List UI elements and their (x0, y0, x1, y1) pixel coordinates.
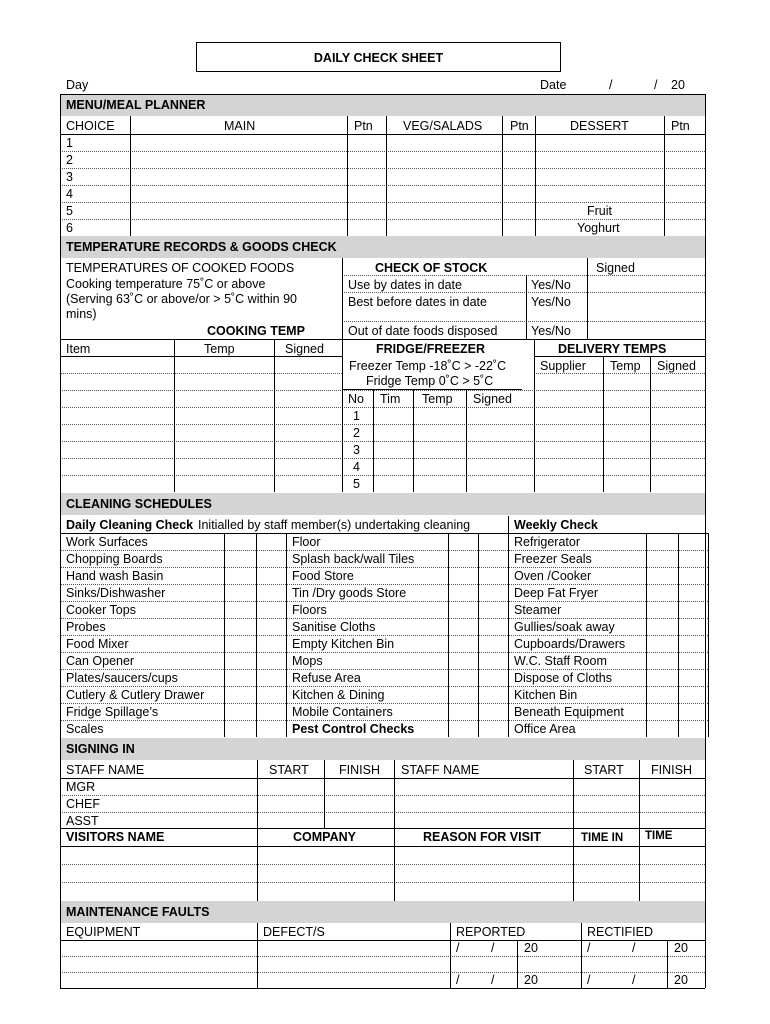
grid-line (60, 475, 705, 476)
grid-line (60, 972, 705, 973)
weekly-task: Oven /Cooker (514, 569, 592, 583)
grid-line (534, 356, 705, 357)
dessert-yoghurt: Yoghurt (577, 221, 620, 235)
daily-task: Empty Kitchen Bin (292, 637, 395, 651)
date-year: 20 (524, 941, 538, 955)
page-title: DAILY CHECK SHEET (313, 51, 444, 65)
fridge-row-number: 5 (353, 477, 360, 491)
grid-line (342, 275, 705, 276)
grid-line (60, 778, 705, 779)
date-slash: / (456, 941, 460, 955)
grid-line (60, 185, 705, 186)
grid-line (60, 550, 708, 551)
staff-role: ASST (66, 814, 99, 828)
daily-task: Work Surfaces (66, 535, 148, 549)
grid-line (517, 940, 518, 988)
stock-signed: Signed (596, 261, 635, 275)
freezer-temp: Freezer Temp -18˚C > -22˚C (349, 359, 507, 373)
grid-line (667, 940, 668, 988)
menu-col-main: MAIN (224, 119, 256, 133)
time-in-col: TIME IN (581, 832, 624, 844)
menu-row-number: 5 (66, 204, 73, 218)
menu-col-ptn: Ptn (510, 119, 529, 133)
cooked-line: TEMPERATURES OF COOKED FOODS (66, 261, 295, 275)
grid-line (386, 116, 387, 236)
weekly-task: Refrigerator (514, 535, 580, 549)
daily-task: Tin /Dry goods Store (292, 586, 407, 600)
grid-line (664, 116, 665, 236)
daily-task: Splash back/wall Tiles (292, 552, 415, 566)
date-slash: / (632, 973, 636, 987)
company-col: COMPANY (293, 830, 356, 844)
grid-line (257, 760, 258, 901)
finish-col: FINISH (651, 763, 692, 777)
grid-line (466, 389, 467, 492)
dessert-fruit: Fruit (587, 204, 612, 218)
grid-line (60, 795, 705, 796)
rectified-col: RECTIFIED (587, 925, 653, 939)
menu-header: MENU/MEAL PLANNER (66, 98, 206, 112)
finish-col: FINISH (339, 763, 380, 777)
fridge-freezer-heading: FRIDGE/FREEZER (376, 342, 486, 356)
fridge-temp: Fridge Temp 0˚C > 5˚C (366, 374, 494, 388)
grid-line (603, 356, 604, 492)
grid-line (450, 923, 451, 988)
frame-left (60, 94, 61, 988)
grid-line (60, 458, 705, 459)
fridge-col-temp: Temp (422, 392, 453, 406)
menu-row-number: 6 (66, 221, 73, 235)
date-slash: / (587, 973, 591, 987)
date-year: 20 (674, 973, 688, 987)
signing-header: SIGNING IN (66, 742, 135, 756)
daily-task: Hand wash Basin (66, 569, 164, 583)
reported-col: REPORTED (456, 925, 526, 939)
grid-line (60, 134, 705, 135)
day-label: Day (66, 78, 89, 92)
grid-line (646, 533, 647, 737)
fridge-col-time: Tim (380, 392, 401, 406)
staff-name-col: STAFF NAME (66, 763, 145, 777)
weekly-task: Cupboards/Drawers (514, 637, 626, 651)
grid-line (342, 292, 705, 293)
weekly-task: Gullies/soak away (514, 620, 615, 634)
staff-name-col: STAFF NAME (401, 763, 480, 777)
date-slash: / (587, 941, 591, 955)
menu-col-choice: CHOICE (66, 119, 115, 133)
daily-task: Cutlery & Cutlery Drawer (66, 688, 205, 702)
daily-task: Kitchen & Dining (292, 688, 385, 702)
grid-line (60, 703, 708, 704)
title-box (196, 42, 561, 72)
delivery-temps-heading: DELIVERY TEMPS (558, 342, 667, 356)
grid-line (60, 151, 705, 152)
daily-task: Cooker Tops (66, 603, 136, 617)
cooked-line: mins) (66, 307, 97, 321)
grid-line (587, 258, 588, 339)
cooked-line: Cooking temperature 75˚C or above (66, 277, 266, 291)
date-year: 20 (674, 941, 688, 955)
grid-line (60, 219, 705, 220)
grid-line (60, 424, 705, 425)
date-slash: / (456, 973, 460, 987)
grid-line (60, 652, 708, 653)
weekly-task: Steamer (514, 603, 562, 617)
grid-line (373, 389, 374, 492)
equipment-col: EQUIPMENT (66, 925, 141, 939)
weekly-check: Weekly Check (514, 518, 598, 532)
stock-row-value: Yes/No (531, 278, 571, 292)
grid-line (324, 760, 325, 828)
grid-line (526, 275, 527, 339)
grid-line (60, 407, 705, 408)
grid-line (60, 601, 708, 602)
time-col: TIME (645, 830, 673, 842)
daily-task: Mobile Containers (292, 705, 393, 719)
fridge-row-number: 2 (353, 426, 360, 440)
pest-control-checks: Pest Control Checks (292, 722, 415, 736)
fridge-row-number: 3 (353, 443, 360, 457)
daily-cleaning-check: Daily Cleaning Check (66, 518, 194, 532)
temp-header: TEMPERATURE RECORDS & GOODS CHECK (66, 240, 337, 254)
date-slash: / (609, 78, 613, 92)
grid-line (60, 635, 708, 636)
grid-line (708, 533, 709, 737)
grid-line (60, 567, 708, 568)
grid-line (478, 533, 479, 737)
frame-bottom (60, 988, 705, 989)
daily-task: Probes (66, 620, 106, 634)
stock-row-label: Best before dates in date (348, 295, 487, 309)
grid-line (394, 760, 395, 901)
daily-task: Scales (66, 722, 104, 736)
delivery-col-signed: Signed (657, 359, 696, 373)
daily-task: Refuse Area (292, 671, 361, 685)
grid-line (60, 828, 705, 829)
stock-row-value: Yes/No (531, 324, 571, 338)
daily-task: Sinks/Dishwasher (66, 586, 166, 600)
grid-line (60, 584, 708, 585)
daily-task: Fridge Spillage’s (66, 705, 159, 719)
date-slash: / (491, 973, 495, 987)
fridge-row-number: 4 (353, 460, 360, 474)
stock-row-value: Yes/No (531, 295, 571, 309)
grid-line (224, 533, 225, 737)
weekly-task: Deep Fat Fryer (514, 586, 599, 600)
date-year: 20 (524, 973, 538, 987)
fridge-col-signed: Signed (473, 392, 512, 406)
grid-line (60, 720, 708, 721)
menu-row-number: 1 (66, 136, 73, 150)
grid-line (60, 441, 705, 442)
grid-line (342, 321, 705, 322)
date-year: 20 (671, 78, 685, 92)
menu-row-number: 2 (66, 153, 73, 167)
grid-line (130, 116, 131, 236)
grid-line (286, 533, 287, 737)
reason-col: REASON FOR VISIT (423, 830, 542, 844)
menu-col-ptn: Ptn (354, 119, 373, 133)
weekly-task: Beneath Equipment (514, 705, 624, 719)
fridge-row-number: 1 (353, 409, 360, 423)
grid-line (342, 258, 343, 492)
cooking-temp-heading: COOKING TEMP (207, 324, 305, 338)
grid-line (650, 356, 651, 492)
daily-task: Floors (292, 603, 327, 617)
grid-line (60, 202, 705, 203)
date-slash: / (654, 78, 658, 92)
signed-col: Signed (285, 342, 324, 356)
daily-task: Floor (292, 535, 321, 549)
grid-line (448, 533, 449, 737)
grid-line (502, 116, 503, 236)
grid-line (60, 882, 705, 883)
grid-line (60, 373, 342, 374)
delivery-col-temp: Temp (610, 359, 641, 373)
grid-line (678, 533, 679, 737)
start-col: START (584, 763, 624, 777)
grid-line (534, 339, 535, 492)
staff-role: CHEF (66, 797, 101, 811)
daily-task: Chopping Boards (66, 552, 163, 566)
grid-line (60, 956, 705, 957)
grid-line (60, 618, 708, 619)
menu-row-number: 4 (66, 187, 73, 201)
delivery-col-supplier: Supplier (540, 359, 586, 373)
grid-line (534, 373, 705, 374)
grid-line (535, 116, 536, 236)
maintenance-header: MAINTENANCE FAULTS (66, 905, 210, 919)
grid-line (60, 846, 705, 847)
daily-task: Mops (292, 654, 323, 668)
daily-cleaning-note: Initialled by staff member(s) undertaking cleaning (198, 518, 471, 532)
grid-line (60, 390, 705, 391)
signing-header-band (60, 738, 705, 760)
grid-line (639, 760, 640, 901)
stock-row-label: Out of date foods disposed (348, 324, 498, 338)
grid-line (60, 864, 705, 865)
staff-role: MGR (66, 780, 96, 794)
grid-line (60, 356, 342, 357)
daily-task: Food Store (292, 569, 354, 583)
grid-line (60, 168, 705, 169)
start-col: START (269, 763, 309, 777)
stock-row-label: Use by dates in date (348, 278, 462, 292)
check-of-stock: CHECK OF STOCK (375, 261, 488, 275)
grid-line (60, 940, 705, 941)
frame-top (60, 94, 705, 95)
item-col: Item (66, 342, 91, 356)
grid-line (573, 760, 574, 901)
frame-right (705, 94, 706, 988)
fridge-col-no: No (348, 392, 364, 406)
grid-line (60, 339, 705, 340)
temp-col: Temp (204, 342, 235, 356)
grid-line (60, 533, 708, 534)
grid-line (60, 812, 705, 813)
menu-col-dessert: DESSERT (570, 119, 629, 133)
grid-line (60, 669, 708, 670)
weekly-task: Office Area (514, 722, 576, 736)
grid-line (508, 516, 509, 737)
weekly-task: W.C. Staff Room (514, 654, 607, 668)
grid-line (257, 923, 258, 988)
grid-line (347, 116, 348, 236)
grid-line (413, 389, 414, 492)
daily-task: Sanitise Cloths (292, 620, 376, 634)
grid-line (581, 923, 582, 988)
weekly-task: Dispose of Cloths (514, 671, 612, 685)
grid-line (60, 686, 708, 687)
date-label: Date (540, 78, 567, 92)
daily-task: Plates/saucers/cups (66, 671, 178, 685)
cooked-line: (Serving 63˚C or above/or > 5˚C within 90 (66, 292, 298, 306)
menu-row-number: 3 (66, 170, 73, 184)
weekly-task: Freezer Seals (514, 552, 592, 566)
visitors-name-col: VISITORS NAME (66, 830, 165, 844)
date-slash: / (632, 941, 636, 955)
date-slash: / (491, 941, 495, 955)
defects-col: DEFECT/S (263, 925, 325, 939)
grid-line (274, 339, 275, 492)
menu-col-ptn: Ptn (671, 119, 690, 133)
grid-line (256, 533, 257, 737)
weekly-task: Kitchen Bin (514, 688, 578, 702)
daily-task: Food Mixer (66, 637, 129, 651)
grid-line (174, 339, 175, 492)
cleaning-header: CLEANING SCHEDULES (66, 497, 212, 511)
menu-col-veg: VEG/SALADS (403, 119, 483, 133)
daily-task: Can Opener (66, 654, 135, 668)
